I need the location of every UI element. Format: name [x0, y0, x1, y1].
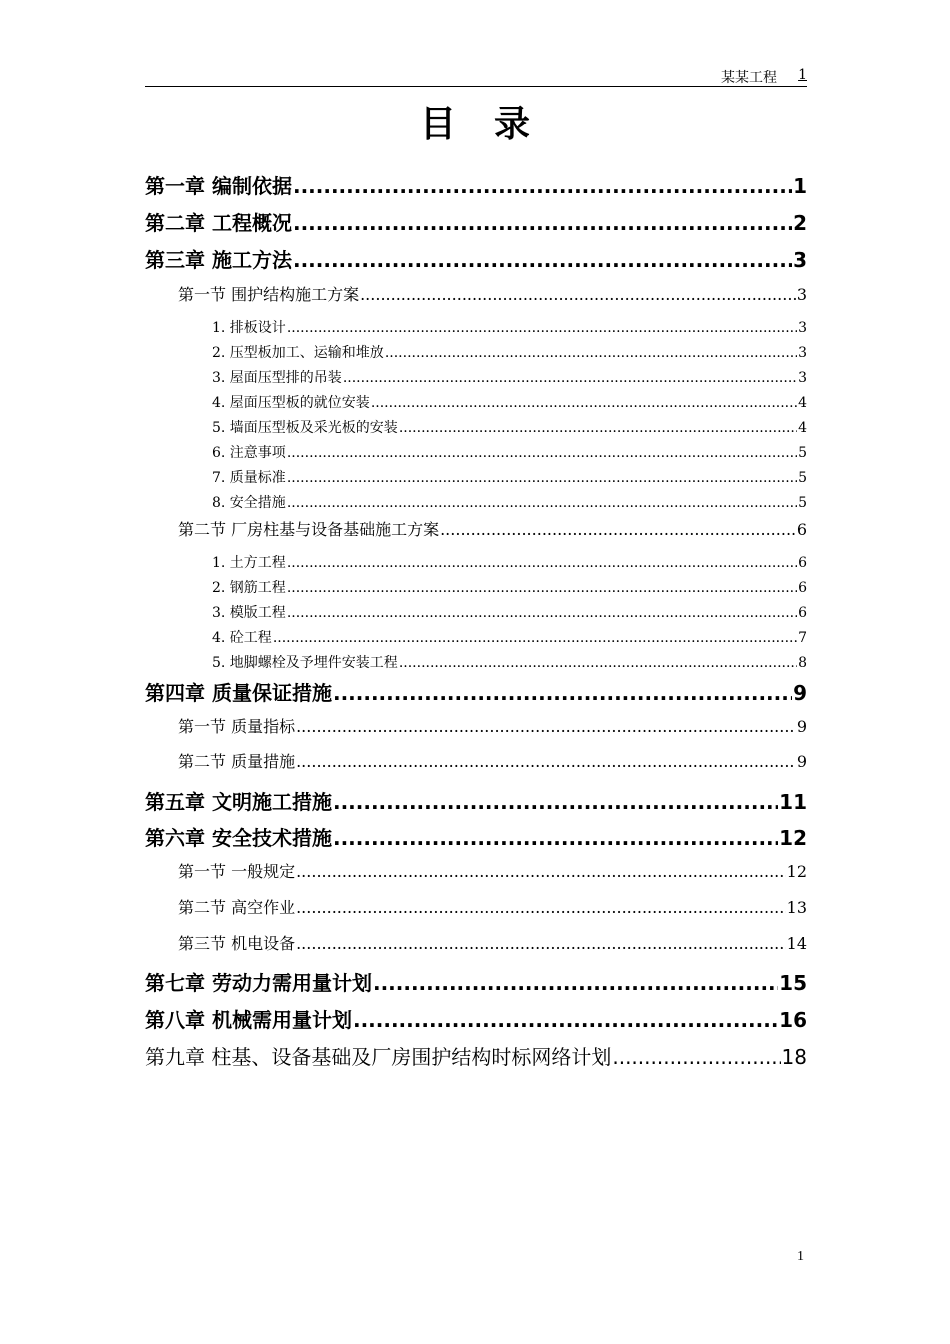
toc-entry-label: 第四章 质量保证措施: [145, 681, 332, 705]
toc-leader-dots: [296, 717, 796, 736]
toc-leader-dots: [371, 395, 797, 411]
toc-leader-dots: [333, 790, 778, 814]
toc-entry-page: 5: [798, 495, 807, 511]
toc-entry[interactable]: [145, 342, 807, 362]
toc-entry-page: 9: [796, 717, 807, 736]
toc-entry-label: 第三节 机电设备: [178, 934, 296, 953]
toc-entry[interactable]: [145, 822, 807, 850]
toc-entry[interactable]: [145, 627, 807, 647]
toc-entry-page: 9: [796, 752, 807, 771]
toc-entry-page: 3: [798, 345, 807, 361]
toc-entry-page: 14: [786, 934, 807, 953]
toc-leader-dots: [287, 445, 797, 461]
toc-entry[interactable]: [145, 652, 807, 672]
toc-leader-dots: [287, 470, 797, 486]
toc-leader-dots: [296, 934, 786, 953]
toc-entry[interactable]: [145, 895, 807, 919]
toc-leader-dots: [373, 971, 778, 995]
toc-entry-label: 1. 排板设计: [212, 320, 286, 336]
toc-entry-page: 3: [798, 370, 807, 386]
toc-entry[interactable]: [145, 492, 807, 512]
toc-entry-label: 3. 屋面压型排的吊装: [212, 370, 342, 386]
toc-leader-dots: [287, 605, 797, 621]
toc-entry-label: 3. 模版工程: [212, 605, 286, 621]
toc-entry-label: 6. 注意事项: [212, 445, 286, 461]
toc-leader-dots: [293, 211, 792, 235]
toc-entry-page: 8: [798, 655, 807, 671]
toc-entry-label: 第五章 文明施工措施: [145, 790, 332, 814]
toc-entry[interactable]: [145, 552, 807, 572]
header-title: 某某工程: [721, 70, 777, 86]
toc-entry-label: 第八章 机械需用量计划: [145, 1008, 352, 1032]
toc-entry[interactable]: [145, 392, 807, 412]
toc-entry[interactable]: [145, 367, 807, 387]
toc-entry-page: 12: [779, 826, 807, 850]
toc-entry[interactable]: [145, 749, 807, 773]
toc-entry[interactable]: [145, 207, 807, 235]
toc-leader-dots: [399, 420, 797, 436]
toc-entry[interactable]: [145, 931, 807, 955]
toc-entry[interactable]: [145, 244, 807, 272]
toc-entry-label: 第一节 一般规定: [178, 862, 296, 881]
toc-entry-label: 第六章 安全技术措施: [145, 826, 332, 850]
toc-leader-dots: [287, 555, 797, 571]
toc-entry-page: 1: [793, 174, 807, 198]
header-page-number: 1: [798, 67, 807, 83]
toc-entry-page: 15: [779, 971, 807, 995]
toc-entry-page: 2: [793, 211, 807, 235]
toc-leader-dots: [440, 520, 796, 539]
toc-entry-label: 7. 质量标准: [212, 470, 286, 486]
toc-entry[interactable]: [145, 170, 807, 198]
toc-leader-dots: [293, 174, 792, 198]
toc-entry-label: 2. 钢筋工程: [212, 580, 286, 596]
toc-entry[interactable]: [145, 1041, 807, 1069]
toc-entry-label: 8. 安全措施: [212, 495, 286, 511]
toc-entry-page: 5: [798, 445, 807, 461]
toc-entry[interactable]: [145, 577, 807, 597]
toc-entry-label: 5. 地脚螺栓及予埋件安装工程: [212, 655, 398, 671]
toc-entry-page: 16: [779, 1008, 807, 1032]
toc-entry-label: 第三章 施工方法: [145, 248, 292, 272]
toc-entry-page: 12: [786, 862, 807, 881]
toc-entry-page: 9: [793, 681, 807, 705]
toc-leader-dots: [296, 862, 786, 881]
toc-entry-label: 第九章 柱基、设备基础及厂房围护结构时标网络计划: [145, 1045, 612, 1069]
toc-entry[interactable]: [145, 714, 807, 738]
toc-entry-page: 11: [779, 790, 807, 814]
toc-entry-label: 1. 土方工程: [212, 555, 286, 571]
toc-leader-dots: [399, 655, 797, 671]
toc-leader-dots: [287, 580, 797, 596]
toc-leader-dots: [273, 630, 797, 646]
toc-entry-page: 6: [798, 580, 807, 596]
toc-entry-label: 第二节 高空作业: [178, 898, 296, 917]
toc-entry-page: 3: [796, 285, 807, 304]
toc-entry[interactable]: [145, 282, 807, 306]
toc-leader-dots: [293, 248, 792, 272]
toc-entry-label: 4. 砼工程: [212, 630, 272, 646]
toc-leader-dots: [343, 370, 797, 386]
toc-entry[interactable]: [145, 602, 807, 622]
toc-entry-page: 6: [798, 555, 807, 571]
toc-entry[interactable]: [145, 967, 807, 995]
toc-entry-label: 第二章 工程概况: [145, 211, 292, 235]
toc-leader-dots: [333, 826, 778, 850]
toc-leader-dots: [296, 898, 786, 917]
page-header: [145, 64, 807, 87]
toc-leader-dots: [333, 681, 792, 705]
toc-entry[interactable]: [145, 467, 807, 487]
toc-entry-page: 4: [798, 395, 807, 411]
document-title: 目录: [419, 104, 568, 145]
toc-entry[interactable]: [145, 317, 807, 337]
toc-entry-page: 3: [793, 248, 807, 272]
toc-entry-label: 2. 压型板加工、运输和堆放: [212, 345, 384, 361]
toc-leader-dots: [612, 1045, 780, 1069]
toc-entry-label: 第七章 劳动力需用量计划: [145, 971, 372, 995]
toc-entry-label: 4. 屋面压型板的就位安装: [212, 395, 370, 411]
toc-entry[interactable]: [145, 417, 807, 437]
toc-entry-label: 第二节 质量措施: [178, 752, 296, 771]
toc-entry-page: 13: [786, 898, 807, 917]
toc-leader-dots: [360, 285, 796, 304]
toc-entry-label: 第一章 编制依据: [145, 174, 292, 198]
toc-entry[interactable]: [145, 1004, 807, 1032]
toc-entry-label: 第一节 质量指标: [178, 717, 296, 736]
toc-entry-page: 18: [781, 1045, 807, 1069]
toc-leader-dots: [287, 495, 797, 511]
toc-entry[interactable]: [145, 859, 807, 883]
toc-entry-page: 3: [798, 320, 807, 336]
toc-entry[interactable]: [145, 677, 807, 705]
toc-entry-label: 5. 墙面压型板及采光板的安装: [212, 420, 398, 436]
toc-leader-dots: [353, 1008, 778, 1032]
toc-entry-page: 4: [798, 420, 807, 436]
toc-entry-label: 第一节 围护结构施工方案: [178, 285, 360, 304]
toc-leader-dots: [385, 345, 797, 361]
toc-leader-dots: [296, 752, 796, 771]
toc-leader-dots: [287, 320, 797, 336]
toc-entry[interactable]: [145, 786, 807, 814]
toc-entry-page: 5: [798, 470, 807, 486]
toc-entry-page: 7: [798, 630, 807, 646]
toc-entry-label: 第二节 厂房柱基与设备基础施工方案: [178, 520, 440, 539]
toc-entry-page: 6: [796, 520, 807, 539]
toc-entry-page: 6: [798, 605, 807, 621]
footer-page-number: 1: [797, 1249, 804, 1264]
toc-entry[interactable]: [145, 517, 807, 541]
toc-entry[interactable]: [145, 442, 807, 462]
